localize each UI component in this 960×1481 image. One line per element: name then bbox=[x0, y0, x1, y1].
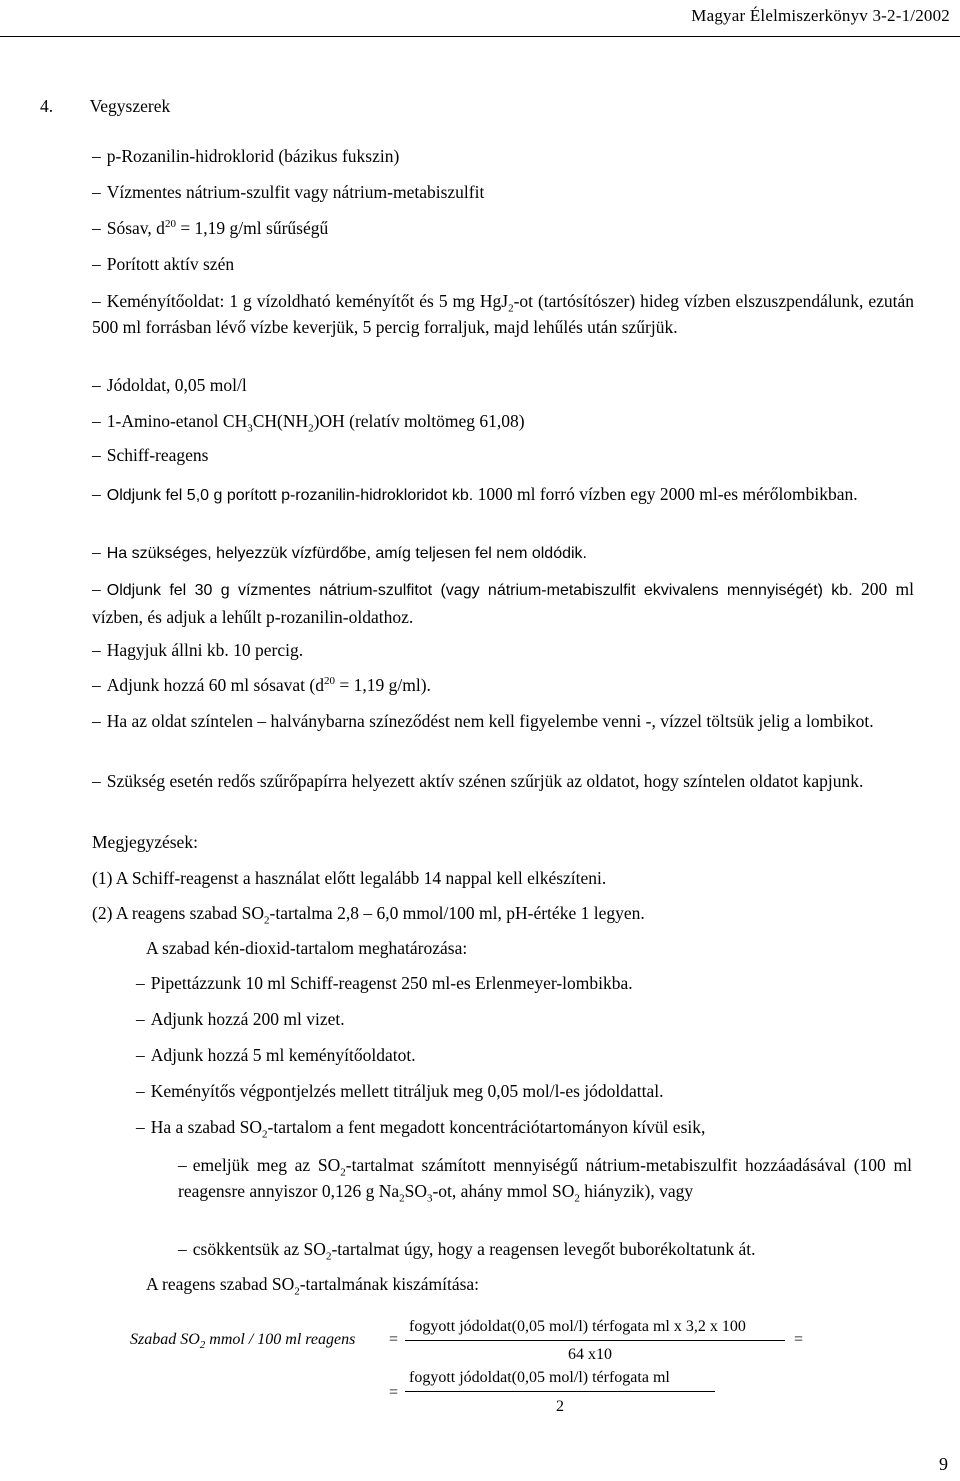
list-dash: – bbox=[92, 771, 101, 791]
list-dash: – bbox=[92, 182, 101, 202]
list-dash: – bbox=[92, 711, 101, 731]
schiff-step: – Hagyjuk állni kb. 10 percig. bbox=[92, 640, 304, 660]
list-dash: – bbox=[92, 445, 101, 465]
schiff-step: – Adjunk hozzá 60 ml sósavat ($d^{20} = 1,19$ g/ml). bbox=[92, 675, 431, 695]
reagent-item: – Keményítőoldat: 1 g vízoldható keményítőt és 5 mg HgJ$_2$-ot (tartósítószer) hideg vízben elszuszpendálunk, ezután 500 ml forrásban lévő vízbe keverjük, 5 percig forraljuk, majd lehűlés után szűrjük. bbox=[92, 288, 914, 340]
schiff-step: – Oldjunk fel 5,0 g porított p-rozanilin-hidrokloridot kb. 1000 ml forró vízben egy 2000 ml-es mérőlombikban. bbox=[92, 481, 914, 509]
formula-numerator-2: fogyott jódoldat(0,05 mol/l) térfogata ml bbox=[409, 1369, 670, 1386]
formula-denominator-2: 2 bbox=[556, 1398, 564, 1415]
section-number: 4. bbox=[40, 96, 54, 116]
formula-equals: = bbox=[794, 1331, 804, 1348]
list-dash: – bbox=[136, 1045, 145, 1065]
list-dash: – bbox=[136, 1009, 145, 1029]
formula-denominator-1: 64 x10 bbox=[568, 1346, 612, 1363]
list-dash: – bbox=[92, 484, 101, 504]
determination-step: – Keményítős végpontjelzés mellett titráljuk meg 0,05 mol/l-es jódoldattal. bbox=[136, 1081, 664, 1101]
list-dash: – bbox=[92, 675, 101, 695]
fraction-bar-2 bbox=[405, 1391, 715, 1392]
list-dash: – bbox=[136, 1081, 145, 1101]
section-title: Vegyszerek bbox=[89, 96, 171, 116]
determination-title: A szabad kén-dioxid-tartalom meghatározása: bbox=[146, 938, 468, 958]
reagent-item: – Vízmentes nátrium-szulfit vagy nátrium-metabiszulfit bbox=[92, 182, 485, 202]
header-rule bbox=[0, 36, 960, 37]
reagent-item: – Porított aktív szén bbox=[92, 254, 235, 274]
list-dash: – bbox=[92, 375, 101, 395]
list-dash: – bbox=[92, 254, 101, 274]
list-dash: – bbox=[92, 411, 101, 431]
determination-sub-step: – csökkentsük az $SO_2$-tartalmat úgy, hogy a reagensen levegőt buborékoltatunk át. bbox=[178, 1239, 756, 1263]
reagent-item: – Sósav, $d^{20} = 1,19$ g/ml sűrűségű bbox=[92, 218, 329, 238]
list-dash: – bbox=[178, 1239, 187, 1259]
determination-sub-step: – emeljük meg az $SO_2$-tartalmat számított mennyiségű nátrium-metabiszulfit hozzáadásával (100 ml reagensre annyiszor 0,126 g $Na_2SO_3-ot$, ahány mmol $SO_2$ hiányzik), vagy bbox=[178, 1152, 912, 1204]
schiff-step: – Oldjunk fel 30 g vízmentes nátrium-szulfitot (vagy nátrium-metabiszulfit ekvivalens mennyiségét) kb. 200 ml vízben, és adjuk a lehűlt p-rozanilin-oldathoz. bbox=[92, 576, 914, 630]
formula-lhs: Szabad $SO_2$ mmol / 100 ml reagens bbox=[130, 1331, 356, 1352]
list-dash: – bbox=[136, 973, 145, 993]
fraction-bar-1 bbox=[405, 1340, 785, 1341]
schiff-step: – Ha szükséges, helyezzük vízfürdőbe, amíg teljesen fel nem oldódik. bbox=[92, 542, 587, 562]
list-dash: – bbox=[92, 542, 101, 562]
calculation-title: A reagens szabad $SO_2$-tartalmának kiszámítása: bbox=[146, 1274, 480, 1298]
determination-step: – Adjunk hozzá 200 ml vizet. bbox=[136, 1009, 345, 1029]
section-heading bbox=[40, 94, 862, 118]
determination-step: – Pipettázzunk 10 ml Schiff-reagenst 250 ml-es Erlenmeyer-lombikba. bbox=[136, 973, 633, 993]
determination-step: – Ha a szabad $SO_2$-tartalom a fent megadott koncentrációtartományon kívül esik, bbox=[136, 1117, 706, 1141]
formula-equals: = bbox=[389, 1331, 399, 1348]
list-dash: – bbox=[92, 640, 101, 660]
page-number: 9 bbox=[939, 1454, 948, 1474]
list-dash: – bbox=[92, 218, 101, 238]
formula-equals: = bbox=[389, 1384, 399, 1401]
list-dash: – bbox=[92, 291, 101, 311]
list-dash: – bbox=[92, 146, 101, 166]
note-2: (2) A reagens szabad $SO_2$-tartalma 2,8 – 6,0 mmol/100 ml, pH-értéke 1 legyen. bbox=[92, 903, 645, 927]
reagent-item: – Jódoldat, 0,05 mol/l bbox=[92, 375, 247, 395]
running-header: Magyar Élelmiszerkönyv 3-2-1/2002 bbox=[691, 6, 950, 25]
schiff-step: – Ha az oldat színtelen – halványbarna színeződést nem kell figyelembe venni -, vízzel töltsük jelig a lombikot. bbox=[92, 708, 914, 734]
reagent-item: – Schiff-reagens bbox=[92, 445, 209, 465]
list-dash: – bbox=[92, 579, 101, 599]
list-dash: – bbox=[136, 1117, 145, 1137]
notes-title: Megjegyzések: bbox=[92, 832, 198, 852]
formula-numerator-1: fogyott jódoldat(0,05 mol/l) térfogata ml x 3,2 x 100 bbox=[409, 1318, 746, 1335]
schiff-step: – Szükség esetén redős szűrőpapírra helyezett aktív szénen szűrjük az oldatot, hogy színtelen oldatot kapjunk. bbox=[92, 768, 914, 794]
determination-step: – Adjunk hozzá 5 ml keményítőoldatot. bbox=[136, 1045, 416, 1065]
note-1: (1) A Schiff-reagenst a használat előtt legalább 14 nappal kell elkészíteni. bbox=[92, 868, 607, 888]
list-dash: – bbox=[178, 1155, 187, 1175]
reagent-item: – p-Rozanilin-hidroklorid (bázikus fukszin) bbox=[92, 146, 400, 166]
reagent-item: – 1-Amino-etanol $CH_3CH(NH_2)OH$ (relatív moltömeg 61,08) bbox=[92, 411, 525, 435]
